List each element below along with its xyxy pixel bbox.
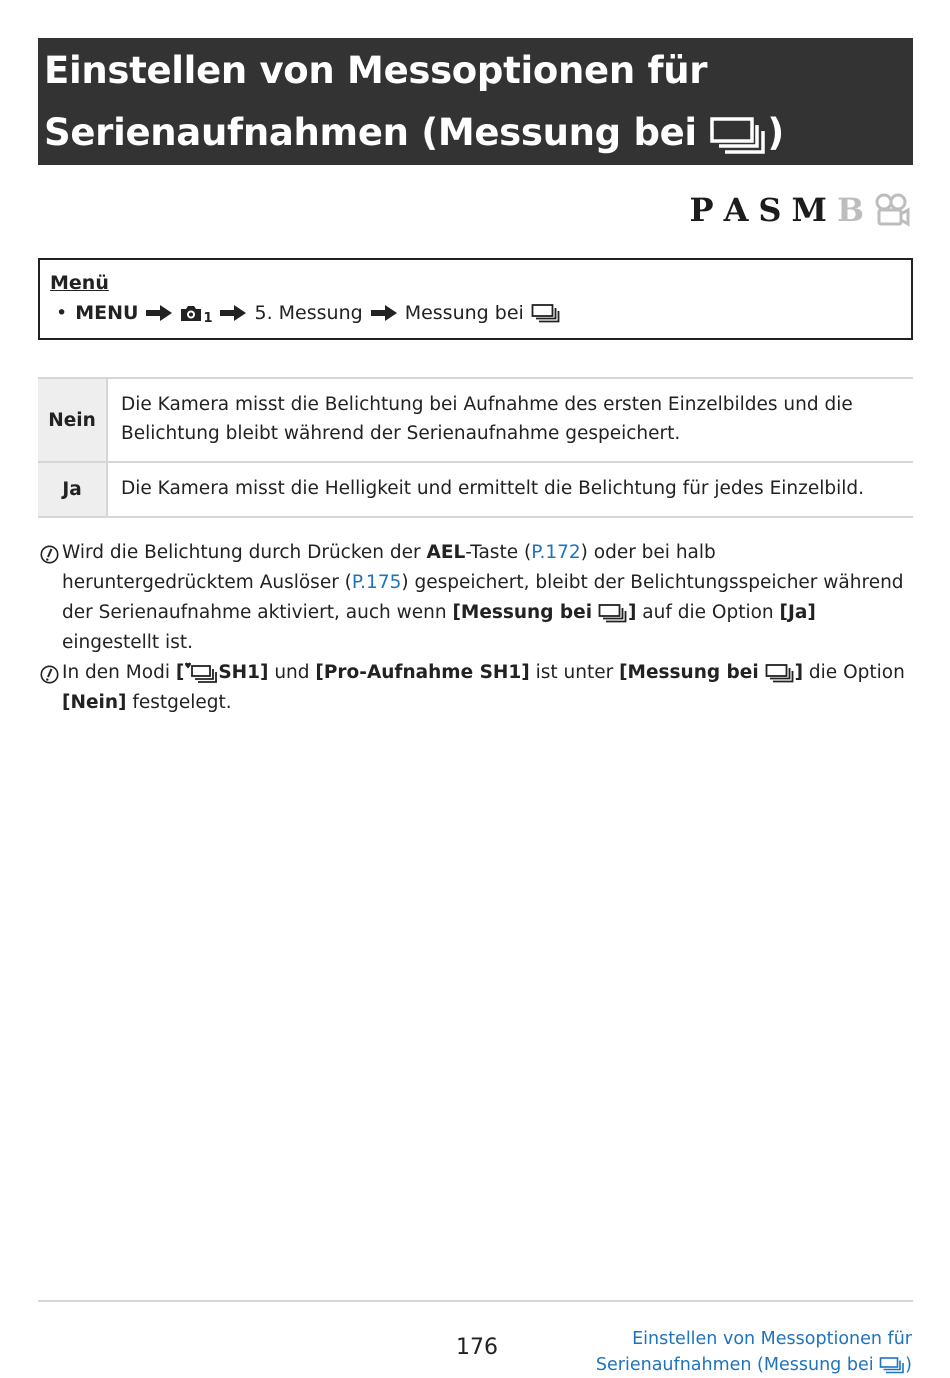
setting-name: [Messung bei (619, 662, 759, 683)
title-line-2-close: ) (767, 111, 785, 154)
option-key: Nein (38, 378, 107, 462)
menu-path (50, 298, 901, 328)
menu-step: 5. Messung (254, 302, 363, 324)
footer-title-text: Serienaufnahmen (Messung bei (595, 1355, 874, 1375)
note-text: ) gespeichert, bleibt der Belichtungsspeicher während der Serienaufnahme aktiviert, auch wenn (62, 572, 904, 623)
footer-title-line-1: Einstellen von Messoptionen für (632, 1329, 912, 1349)
sequential-shooting-icon (598, 603, 628, 623)
menu-path-box (38, 258, 913, 340)
menu-item: Messung bei (404, 302, 524, 324)
note-text: auf die Option (636, 602, 780, 623)
note-text: die Option (803, 662, 905, 683)
setting-name-close: ] (794, 662, 804, 683)
mode-name: [Pro-Aufnahme SH1] (315, 662, 530, 683)
sequential-shooting-icon (709, 115, 767, 155)
mode-m: M (791, 191, 827, 229)
arrow-right-icon (371, 305, 397, 321)
mode-name: SH1] (218, 662, 269, 683)
note-text: und (268, 662, 316, 683)
note-text: festgelegt. (126, 692, 232, 713)
option-name: [Nein] (62, 692, 127, 713)
options-table (38, 377, 913, 518)
page-link[interactable]: P.175 (351, 572, 402, 593)
arrow-right-icon (220, 305, 246, 321)
footer-title-close: ) (905, 1355, 912, 1375)
setting-name: [Messung bei (452, 602, 593, 623)
sequential-shooting-icon (879, 1356, 905, 1374)
note-text: ) oder bei halb heruntergedrücktem Auslöser ( (62, 542, 716, 593)
table-row (38, 378, 913, 462)
ael-button-label: AEL (426, 542, 466, 563)
table-row (38, 462, 913, 517)
note-text: ist unter (529, 662, 620, 683)
caution-note (38, 658, 913, 718)
menu-heading: Menü (50, 272, 109, 294)
mode-bracket: [ (175, 662, 185, 683)
page-link[interactable]: P.172 (531, 542, 581, 563)
mode-s: S (758, 191, 782, 229)
note-text: eingestellt ist. (62, 632, 193, 653)
page-number: 176 (456, 1335, 498, 1360)
footer-title-line-2 (596, 1352, 912, 1378)
menu-camera-subscript: 1 (203, 310, 213, 326)
arrow-right-icon (146, 305, 172, 321)
option-name: [Ja] (779, 602, 816, 623)
sequential-shooting-icon (531, 303, 561, 323)
footer-divider (38, 1300, 913, 1302)
menu-root: MENU (75, 302, 139, 324)
mode-b: B (836, 191, 864, 229)
note-text: In den Modi (62, 662, 176, 683)
title-line-2-text: Serienaufnahmen (Messung bei (44, 111, 697, 154)
page-title (38, 38, 913, 165)
movie-mode-icon (874, 193, 910, 227)
mode-a: A (723, 191, 749, 229)
caution-note (38, 538, 913, 658)
caution-icon (40, 665, 59, 684)
caution-icon (40, 545, 59, 564)
option-description: Die Kamera misst die Belichtung bei Aufnahme des ersten Einzelbildes und die Belichtung bleibt während der Serienaufnahme gespeichert. (107, 378, 913, 462)
note-text: -Taste ( (465, 542, 532, 563)
option-description: Die Kamera misst die Helligkeit und ermittelt die Belichtung für jedes Einzelbild. (107, 462, 913, 517)
menu-bullet: • (56, 302, 68, 324)
camera-icon (180, 305, 202, 322)
option-key: Ja (38, 462, 107, 517)
notes (38, 538, 913, 718)
title-line-1: Einstellen von Messoptionen für (44, 49, 708, 92)
title-line-2 (44, 102, 913, 164)
heart-sequential-icon (184, 662, 218, 684)
sequential-shooting-icon (765, 663, 795, 683)
footer-section-link[interactable] (596, 1326, 912, 1378)
mode-p: P (689, 191, 714, 229)
setting-name-close: ] (627, 602, 637, 623)
note-text: Wird die Belichtung durch Drücken der (62, 542, 427, 563)
shooting-mode-indicator (690, 190, 910, 230)
